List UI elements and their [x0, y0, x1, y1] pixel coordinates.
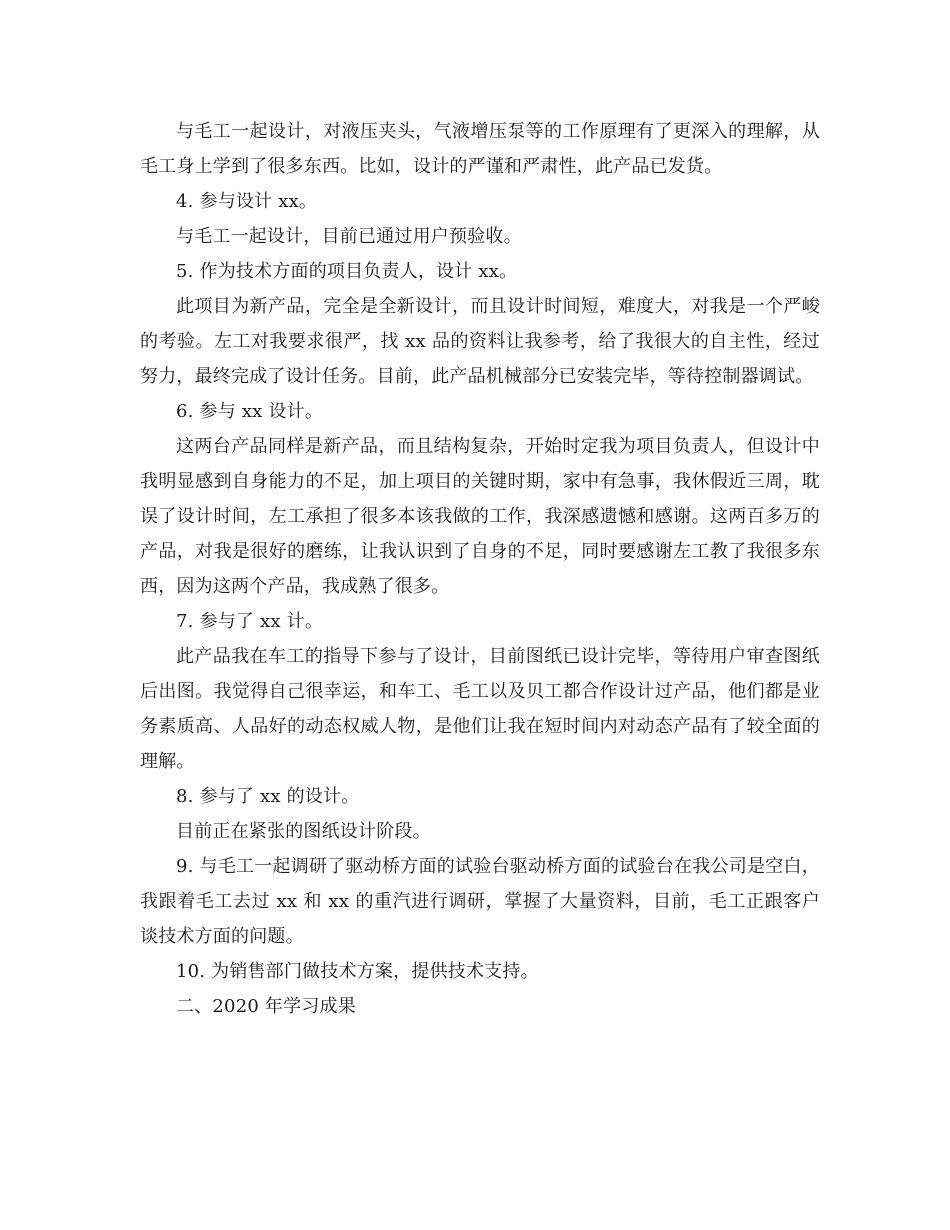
paragraph-pre-acceptance: 与毛工一起设计，目前已通过用户预验收。 [176, 226, 522, 247]
paragraph-new-product: 此项目为新产品，完全是全新设计，而且设计时间短，难度大，对我是一个严峻的考验。左工对我要求很严，找 xx 品的资料让我参考，给了我很大的自主性，经过努力，最终完成了设计任务。目前，此产品机械部分已安装完毕，等待控制器调试。 [140, 296, 820, 387]
item-5-heading: 5. 作为技术方面的项目负责人，设计 xx。 [176, 261, 518, 282]
item-9-paragraph: 9. 与毛工一起调研了驱动桥方面的试验台驱动桥方面的试验台在我公司是空白，我跟着毛工去过 xx 和 xx 的重汽进行调研，掌握了大量资料，目前，毛工正跟客户谈技术方面的问题。 [140, 856, 820, 947]
item-4-heading: 4. 参与设计 xx。 [176, 191, 318, 212]
paragraph-che-guidance: 此产品我在车工的指导下参与了设计，目前图纸已设计完毕，等待用户审查图纸后出图。我觉得自己很幸运，和车工、毛工以及贝工都合作设计过产品，他们都是业务素质高、人品好的动态权威人物，是他们让我在短时间内对动态产品有了较全面的理解。 [140, 646, 820, 772]
paragraph-mao-design: 与毛工一起设计，对液压夹头，气液增压泵等的工作原理有了更深入的理解，从毛工身上学到了很多东西。比如，设计的严谨和严肃性，此产品已发货。 [140, 121, 820, 177]
item-6-heading: 6. 参与 xx 设计。 [176, 401, 324, 422]
item-8-heading: 8. 参与了 xx 的设计。 [176, 786, 360, 807]
paragraph-drawing-stage: 目前正在紧张的图纸设计阶段。 [176, 821, 431, 842]
item-7-heading: 7. 参与了 xx 计。 [176, 611, 324, 632]
item-10-heading: 10. 为销售部门做技术方案，提供技术支持。 [176, 961, 539, 982]
paragraph-two-products: 这两台产品同样是新产品，而且结构复杂，开始时定我为项目负责人，但设计中我明显感到自身能力的不足，加上项目的关键时期，家中有急事，我休假近三周，耽误了设计时间，左工承担了很多本该我做的工作，我深感遗憾和感谢。这两百多万的产品，对我是很好的磨练，让我认识到了自身的不足，同时要感谢左工教了我很多东西，因为这两个产品，我成熟了很多。 [140, 436, 820, 597]
section-2-heading: 二、2020 年学习成果 [176, 996, 356, 1017]
